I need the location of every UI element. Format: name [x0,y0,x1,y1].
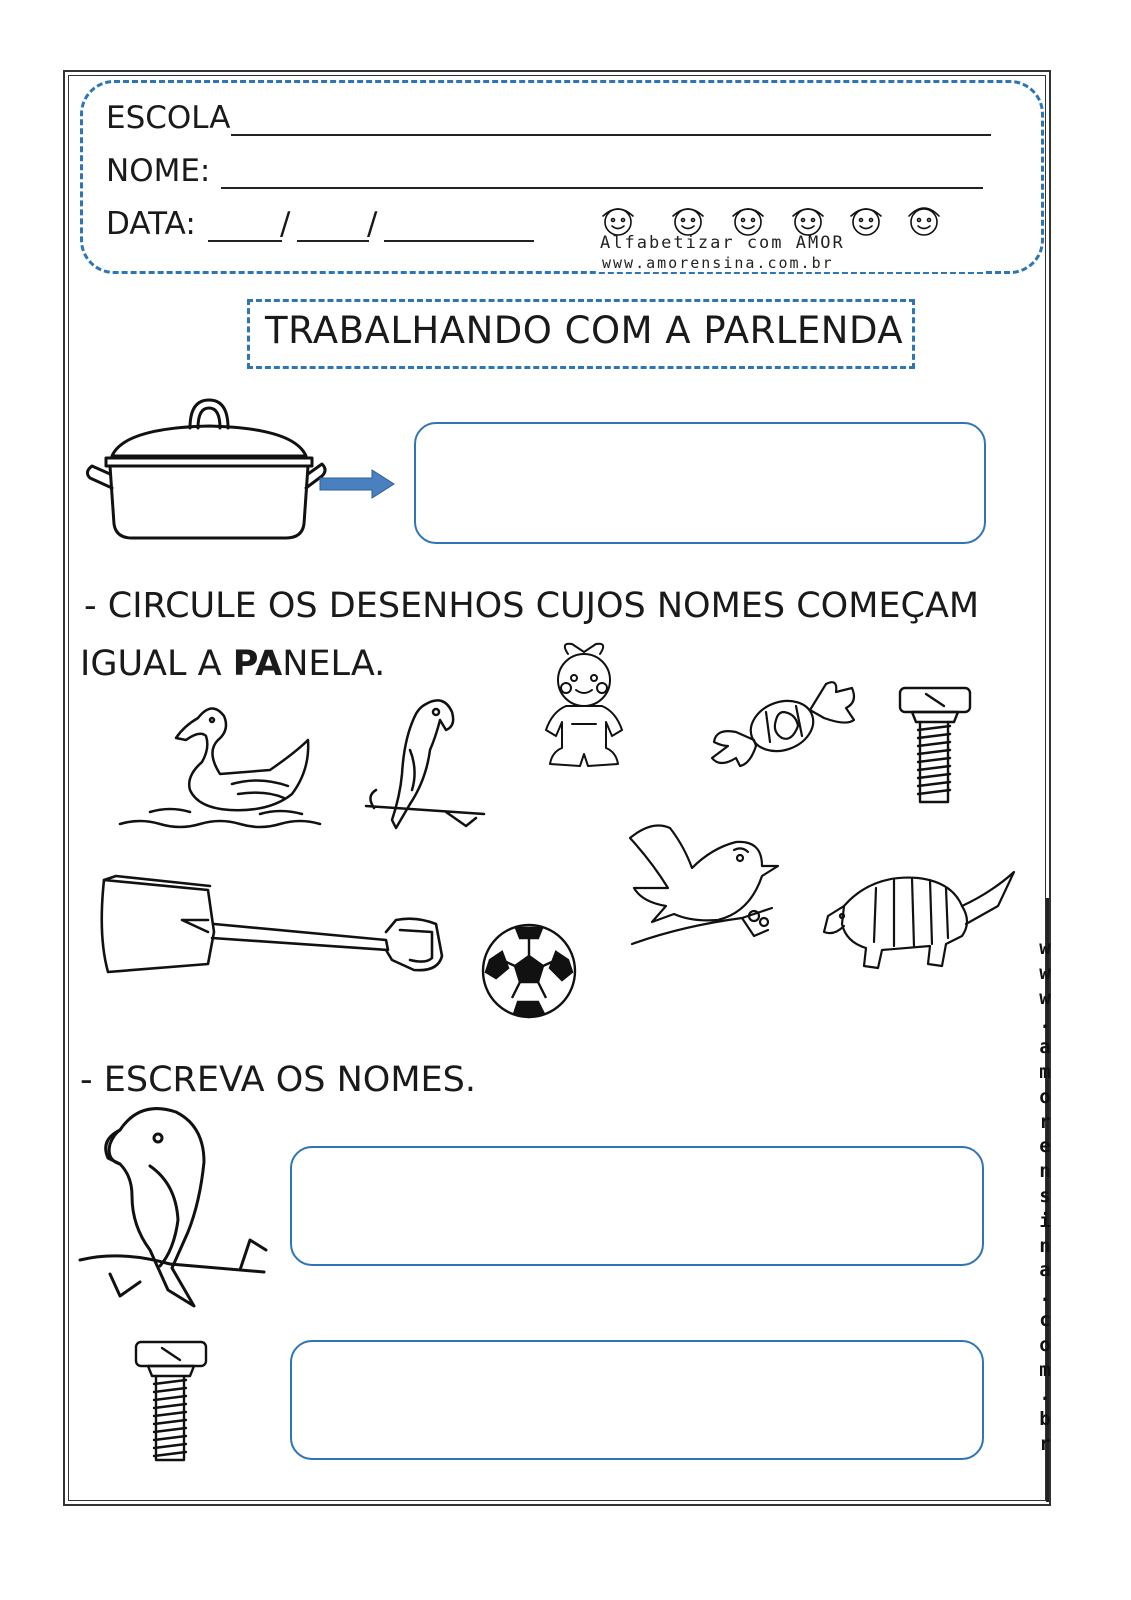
answer-box-screw[interactable] [290,1340,984,1460]
name-field[interactable] [221,187,983,189]
date-year-field[interactable] [384,240,534,242]
date-month-field[interactable] [297,240,369,242]
answer-box-pan[interactable] [414,422,986,544]
logo-text: Alfabetizar com AMOR [600,233,845,253]
pan-icon [84,396,324,546]
page-title: TRABALHANDO COM A PARLENDA [265,309,904,352]
side-url: w w w . a m o r e n s i n a . c o m . b r [1039,937,1051,1455]
answer-box-parrot[interactable] [290,1146,984,1266]
screw-icon [132,1340,210,1464]
date-separator: / [367,206,378,242]
bird-icon[interactable] [622,818,784,952]
instruction-circle-line2: IGUAL A PANELA. [80,644,386,684]
instruction-circle: - CIRCULE OS DESENHOS CUJOS NOMES COMEÇAM [84,586,980,626]
parrot-icon[interactable] [366,690,484,840]
doll-icon[interactable] [532,640,636,776]
date-label: DATA: [106,206,196,242]
date-separator: / [280,206,291,242]
name-label: NOME: [106,153,211,189]
armadillo-icon[interactable] [822,866,1016,972]
arrow-right-icon [320,470,396,498]
logo-url[interactable]: www.amorensina.com.br [598,254,986,272]
candy-icon[interactable] [706,676,858,768]
parrot-icon [80,1100,266,1310]
date-day-field[interactable] [208,240,282,242]
duck-icon[interactable] [120,700,320,835]
school-label: ESCOLA [106,100,231,136]
shovel-icon[interactable] [96,876,448,976]
soccer-ball-icon[interactable] [480,922,578,1020]
instruction-write: - ESCREVA OS NOMES. [80,1060,477,1100]
screw-icon[interactable] [896,686,974,808]
school-field[interactable] [231,134,991,136]
